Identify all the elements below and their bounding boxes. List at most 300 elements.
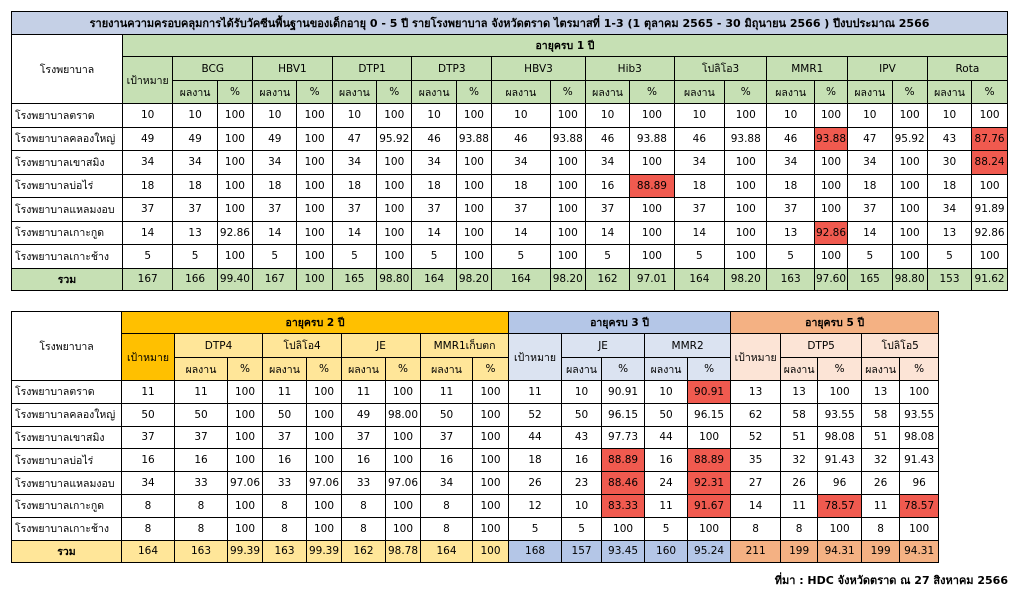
data-cell: 46: [585, 127, 629, 151]
hospital-name: โรงพยาบาลเขาสมิง: [12, 151, 123, 175]
data-cell: 100: [217, 151, 252, 175]
result-subheader: ผลงาน: [562, 358, 602, 381]
data-cell: 34: [122, 472, 175, 495]
data-cell: 78.57: [900, 494, 939, 517]
data-cell: 10: [332, 104, 376, 128]
total-cell: 94.31: [818, 540, 862, 562]
data-cell: 100: [814, 151, 847, 175]
hospital-name: โรงพยาบาลเกาะช้าง: [12, 517, 122, 540]
vaccine-header: โปลิโอ4: [263, 334, 342, 358]
data-cell: 5: [585, 245, 629, 269]
data-cell: 5: [332, 245, 376, 269]
data-cell: 90.91: [688, 381, 731, 404]
data-cell: 8: [175, 494, 228, 517]
data-cell: 46: [412, 127, 456, 151]
result-subheader: ผลงาน: [263, 358, 307, 381]
data-cell: 34: [848, 151, 892, 175]
result-subheader: ผลงาน: [492, 81, 551, 104]
data-cell: 100: [456, 151, 491, 175]
data-cell: 46: [492, 127, 551, 151]
data-cell: 97.06: [307, 472, 342, 495]
result-subheader: ผลงาน: [767, 81, 814, 104]
percent-subheader: %: [307, 358, 342, 381]
vaccine-header: DTP5: [781, 334, 862, 358]
data-cell: 18: [927, 174, 971, 198]
data-cell: 8: [263, 494, 307, 517]
data-cell: 13: [781, 381, 818, 404]
data-cell: 100: [377, 245, 412, 269]
data-cell: 10: [122, 104, 172, 128]
data-cell: 10: [585, 104, 629, 128]
data-cell: 100: [217, 174, 252, 198]
data-cell: 100: [630, 245, 674, 269]
total-cell: 168: [509, 540, 562, 562]
data-cell: 98.00: [386, 403, 421, 426]
data-cell: 96.15: [688, 403, 731, 426]
data-cell: 10: [645, 381, 688, 404]
data-cell: 100: [892, 151, 927, 175]
total-cell: 166: [173, 268, 217, 290]
result-subheader: ผลงาน: [173, 81, 217, 104]
total-cell: 99.39: [228, 540, 263, 562]
percent-subheader: %: [892, 81, 927, 104]
data-cell: 11: [175, 381, 228, 404]
data-cell: 5: [509, 517, 562, 540]
result-subheader: ผลงาน: [645, 358, 688, 381]
data-cell: 34: [767, 151, 814, 175]
data-cell: 51: [781, 426, 818, 449]
data-cell: 26: [862, 472, 900, 495]
data-cell: 83.33: [602, 494, 645, 517]
data-cell: 87.76: [972, 127, 1008, 151]
data-cell: 100: [297, 174, 332, 198]
data-cell: 100: [377, 174, 412, 198]
data-cell: 100: [228, 426, 263, 449]
data-cell: 8: [342, 494, 386, 517]
data-cell: 100: [818, 381, 862, 404]
percent-subheader: %: [814, 81, 847, 104]
hospital-name: โรงพยาบาลเกาะช้าง: [12, 245, 123, 269]
data-cell: 100: [818, 517, 862, 540]
data-cell: 95.92: [377, 127, 412, 151]
data-cell: 58: [862, 403, 900, 426]
data-cell: 92.86: [972, 221, 1008, 245]
vaccine-header: DTP4: [175, 334, 263, 358]
data-cell: 98.08: [818, 426, 862, 449]
total-cell: 99.40: [217, 268, 252, 290]
total-cell: 98.20: [456, 268, 491, 290]
percent-subheader: %: [386, 358, 421, 381]
percent-subheader: %: [550, 81, 585, 104]
hospital-name: โรงพยาบาลเกาะกูด: [12, 494, 122, 517]
result-subheader: ผลงาน: [342, 358, 386, 381]
data-cell: 100: [456, 174, 491, 198]
source-note: ที่มา : HDC จังหวัดตราด ณ 27 สิงหาคม 2566: [774, 574, 1008, 587]
data-cell: 10: [767, 104, 814, 128]
data-cell: 58: [781, 403, 818, 426]
total-cell: 157: [562, 540, 602, 562]
data-cell: 37: [332, 198, 376, 222]
data-cell: 49: [342, 403, 386, 426]
data-cell: 44: [509, 426, 562, 449]
percent-subheader: %: [900, 358, 939, 381]
data-cell: 33: [263, 472, 307, 495]
data-cell: 100: [386, 517, 421, 540]
data-cell: 93.88: [725, 127, 767, 151]
data-cell: 37: [173, 198, 217, 222]
data-cell: 100: [473, 403, 509, 426]
data-cell: 24: [645, 472, 688, 495]
data-cell: 92.86: [814, 221, 847, 245]
total-cell: 100: [297, 268, 332, 290]
table-row: [12, 449, 939, 472]
data-cell: 90.91: [602, 381, 645, 404]
data-cell: 10: [253, 104, 297, 128]
data-cell: 50: [645, 403, 688, 426]
data-cell: 18: [674, 174, 724, 198]
table-row: [12, 381, 939, 404]
data-cell: 100: [900, 517, 939, 540]
total-cell: 160: [645, 540, 688, 562]
vaccine-header: Rota: [927, 57, 1007, 81]
data-cell: 92.31: [688, 472, 731, 495]
hospital-name: โรงพยาบาลบ่อไร่: [12, 449, 122, 472]
data-cell: 100: [377, 221, 412, 245]
data-cell: 34: [332, 151, 376, 175]
data-cell: 8: [421, 517, 473, 540]
hospital-name: โรงพยาบาลเกาะกูด: [12, 221, 123, 245]
table-row: [12, 104, 1008, 128]
total-cell: 164: [421, 540, 473, 562]
total-cell: 163: [175, 540, 228, 562]
result-subheader: ผลงาน: [927, 81, 971, 104]
data-cell: 100: [307, 403, 342, 426]
data-cell: 93.55: [900, 403, 939, 426]
result-subheader: ผลงาน: [253, 81, 297, 104]
total-row: [12, 540, 939, 562]
data-cell: 10: [927, 104, 971, 128]
data-cell: 100: [814, 174, 847, 198]
percent-subheader: %: [228, 358, 263, 381]
hospital-header: โรงพยาบาล: [12, 35, 123, 104]
data-cell: 100: [456, 104, 491, 128]
data-cell: 93.88: [550, 127, 585, 151]
data-cell: 32: [862, 449, 900, 472]
data-cell: 8: [421, 494, 473, 517]
vaccine-header: JE: [562, 334, 645, 358]
data-cell: 5: [412, 245, 456, 269]
data-cell: 100: [377, 198, 412, 222]
data-cell: 100: [725, 221, 767, 245]
data-cell: 49: [253, 127, 297, 151]
total-cell: 100: [473, 540, 509, 562]
data-cell: 78.57: [818, 494, 862, 517]
total-cell: 99.39: [307, 540, 342, 562]
data-cell: 100: [386, 494, 421, 517]
data-cell: 18: [412, 174, 456, 198]
data-cell: 91.67: [688, 494, 731, 517]
data-cell: 93.88: [630, 127, 674, 151]
data-cell: 37: [122, 426, 175, 449]
percent-subheader: %: [972, 81, 1008, 104]
data-cell: 50: [562, 403, 602, 426]
data-cell: 16: [421, 449, 473, 472]
hospital-name: โรงพยาบาลตราด: [12, 381, 122, 404]
data-cell: 14: [731, 494, 781, 517]
data-cell: 91.43: [818, 449, 862, 472]
data-cell: 11: [645, 494, 688, 517]
age1-coverage-table: [11, 11, 1008, 291]
total-cell: 164: [122, 540, 175, 562]
data-cell: 100: [228, 403, 263, 426]
total-cell: 167: [253, 268, 297, 290]
data-cell: 100: [228, 381, 263, 404]
result-subheader: ผลงาน: [781, 358, 818, 381]
data-cell: 100: [217, 127, 252, 151]
vaccine-header: DTP3: [412, 57, 492, 81]
data-cell: 100: [630, 221, 674, 245]
data-cell: 100: [386, 449, 421, 472]
data-cell: 97.06: [228, 472, 263, 495]
vaccine-header: MMR2: [645, 334, 731, 358]
data-cell: 88.46: [602, 472, 645, 495]
data-cell: 18: [848, 174, 892, 198]
data-cell: 5: [848, 245, 892, 269]
total-cell: 98.80: [377, 268, 412, 290]
result-subheader: ผลงาน: [412, 81, 456, 104]
table-row: [12, 494, 939, 517]
data-cell: 100: [892, 104, 927, 128]
data-cell: 91.89: [972, 198, 1008, 222]
data-cell: 33: [175, 472, 228, 495]
data-cell: 100: [972, 104, 1008, 128]
percent-subheader: %: [630, 81, 674, 104]
data-cell: 11: [122, 381, 175, 404]
data-cell: 100: [972, 174, 1008, 198]
data-cell: 100: [297, 127, 332, 151]
data-cell: 100: [972, 245, 1008, 269]
data-cell: 100: [386, 426, 421, 449]
data-cell: 100: [473, 381, 509, 404]
data-cell: 100: [892, 221, 927, 245]
result-subheader: ผลงาน: [421, 358, 473, 381]
target-header: เป้าหมาย: [731, 334, 781, 381]
hospital-name: โรงพยาบาลบ่อไร่: [12, 174, 123, 198]
data-cell: 18: [492, 174, 551, 198]
total-cell: 93.45: [602, 540, 645, 562]
total-cell: 164: [674, 268, 724, 290]
data-cell: 18: [332, 174, 376, 198]
total-cell: 91.62: [972, 268, 1008, 290]
data-cell: 33: [342, 472, 386, 495]
data-cell: 43: [927, 127, 971, 151]
data-cell: 18: [767, 174, 814, 198]
data-cell: 100: [456, 221, 491, 245]
total-cell: 98.78: [386, 540, 421, 562]
data-cell: 100: [725, 104, 767, 128]
percent-subheader: %: [456, 81, 491, 104]
percent-subheader: %: [602, 358, 645, 381]
percent-subheader: %: [725, 81, 767, 104]
data-cell: 11: [509, 381, 562, 404]
data-cell: 37: [848, 198, 892, 222]
data-cell: 5: [674, 245, 724, 269]
data-cell: 98.08: [900, 426, 939, 449]
data-cell: 23: [562, 472, 602, 495]
total-label: รวม: [12, 540, 122, 562]
data-cell: 27: [731, 472, 781, 495]
data-cell: 100: [814, 245, 847, 269]
data-cell: 10: [412, 104, 456, 128]
data-cell: 14: [585, 221, 629, 245]
table-row: [12, 245, 1008, 269]
data-cell: 100: [473, 449, 509, 472]
percent-subheader: %: [377, 81, 412, 104]
data-cell: 13: [767, 221, 814, 245]
data-cell: 51: [862, 426, 900, 449]
data-cell: 10: [562, 381, 602, 404]
data-cell: 100: [550, 198, 585, 222]
data-cell: 34: [674, 151, 724, 175]
data-cell: 100: [725, 198, 767, 222]
data-cell: 37: [253, 198, 297, 222]
vaccine-header: โปลิโอ5: [862, 334, 939, 358]
total-cell: 97.60: [814, 268, 847, 290]
data-cell: 100: [630, 151, 674, 175]
total-label: รวม: [12, 268, 123, 290]
total-cell: 153: [927, 268, 971, 290]
data-cell: 52: [731, 426, 781, 449]
age2-5-coverage-table: [11, 311, 939, 563]
age1-header: อายุครบ 1 ปี: [122, 35, 1007, 57]
result-subheader: ผลงาน: [848, 81, 892, 104]
data-cell: 10: [173, 104, 217, 128]
data-cell: 100: [900, 381, 939, 404]
data-cell: 5: [253, 245, 297, 269]
data-cell: 100: [725, 151, 767, 175]
data-cell: 96: [818, 472, 862, 495]
data-cell: 13: [862, 381, 900, 404]
vaccine-header: โปลิโอ3: [674, 57, 767, 81]
data-cell: 100: [307, 426, 342, 449]
data-cell: 100: [456, 198, 491, 222]
data-cell: 12: [509, 494, 562, 517]
data-cell: 13: [173, 221, 217, 245]
data-cell: 5: [173, 245, 217, 269]
percent-subheader: %: [473, 358, 509, 381]
data-cell: 96.15: [602, 403, 645, 426]
data-cell: 91.43: [900, 449, 939, 472]
vaccine-header: IPV: [848, 57, 928, 81]
data-cell: 18: [509, 449, 562, 472]
data-cell: 93.88: [456, 127, 491, 151]
data-cell: 100: [550, 174, 585, 198]
data-cell: 100: [473, 494, 509, 517]
hospital-name: โรงพยาบาลตราด: [12, 104, 123, 128]
data-cell: 5: [645, 517, 688, 540]
data-cell: 37: [412, 198, 456, 222]
total-cell: 162: [342, 540, 386, 562]
data-cell: 100: [814, 198, 847, 222]
data-cell: 50: [122, 403, 175, 426]
total-cell: 165: [848, 268, 892, 290]
data-cell: 100: [297, 198, 332, 222]
vaccine-header: JE: [342, 334, 421, 358]
data-cell: 18: [253, 174, 297, 198]
total-cell: 211: [731, 540, 781, 562]
data-cell: 62: [731, 403, 781, 426]
data-cell: 16: [585, 174, 629, 198]
total-cell: 162: [585, 268, 629, 290]
vaccine-header: MMR1เก็บตก: [421, 334, 509, 358]
report-title: รายงานความครอบคลุมการได้รับวัคซีนพื้นฐานของเด็กอายุ 0 - 5 ปี รายโรงพยาบาล จังหวัดตราด ไตรมาสที่ 1-3 (1 ตุลาคม 2565 - 30 มิถุนายน 2566 ) ปีงบประมาณ 2566: [12, 12, 1008, 35]
data-cell: 46: [767, 127, 814, 151]
total-cell: 164: [412, 268, 456, 290]
data-cell: 92.86: [217, 221, 252, 245]
data-cell: 16: [175, 449, 228, 472]
data-cell: 100: [725, 174, 767, 198]
data-cell: 100: [297, 221, 332, 245]
data-cell: 14: [492, 221, 551, 245]
age2-header: อายุครบ 2 ปี: [122, 312, 509, 334]
data-cell: 100: [550, 221, 585, 245]
data-cell: 100: [688, 517, 731, 540]
data-cell: 10: [492, 104, 551, 128]
data-cell: 11: [263, 381, 307, 404]
target-header: เป้าหมาย: [122, 57, 172, 104]
data-cell: 95.92: [892, 127, 927, 151]
data-cell: 100: [814, 104, 847, 128]
vaccine-header: HBV3: [492, 57, 586, 81]
data-cell: 5: [122, 245, 172, 269]
data-cell: 100: [228, 449, 263, 472]
data-cell: 37: [175, 426, 228, 449]
data-cell: 8: [263, 517, 307, 540]
hospital-header: โรงพยาบาล: [12, 312, 122, 381]
data-cell: 100: [456, 245, 491, 269]
data-cell: 100: [550, 104, 585, 128]
age3-header: อายุครบ 3 ปี: [509, 312, 731, 334]
data-cell: 37: [585, 198, 629, 222]
data-cell: 26: [781, 472, 818, 495]
data-cell: 100: [228, 494, 263, 517]
data-cell: 8: [731, 517, 781, 540]
total-cell: 163: [263, 540, 307, 562]
data-cell: 34: [412, 151, 456, 175]
percent-subheader: %: [217, 81, 252, 104]
data-cell: 10: [848, 104, 892, 128]
data-cell: 100: [892, 174, 927, 198]
data-cell: 100: [297, 104, 332, 128]
data-cell: 50: [263, 403, 307, 426]
data-cell: 10: [674, 104, 724, 128]
data-cell: 88.24: [972, 151, 1008, 175]
total-cell: 98.80: [892, 268, 927, 290]
table-row: [12, 403, 939, 426]
data-cell: 93.88: [814, 127, 847, 151]
data-cell: 14: [412, 221, 456, 245]
percent-subheader: %: [688, 358, 731, 381]
target-header: เป้าหมาย: [509, 334, 562, 381]
total-cell: 98.20: [725, 268, 767, 290]
total-cell: 165: [332, 268, 376, 290]
vaccine-header: DTP1: [332, 57, 412, 81]
total-cell: 97.01: [630, 268, 674, 290]
data-cell: 97.06: [386, 472, 421, 495]
data-cell: 5: [927, 245, 971, 269]
data-cell: 11: [342, 381, 386, 404]
data-cell: 100: [602, 517, 645, 540]
